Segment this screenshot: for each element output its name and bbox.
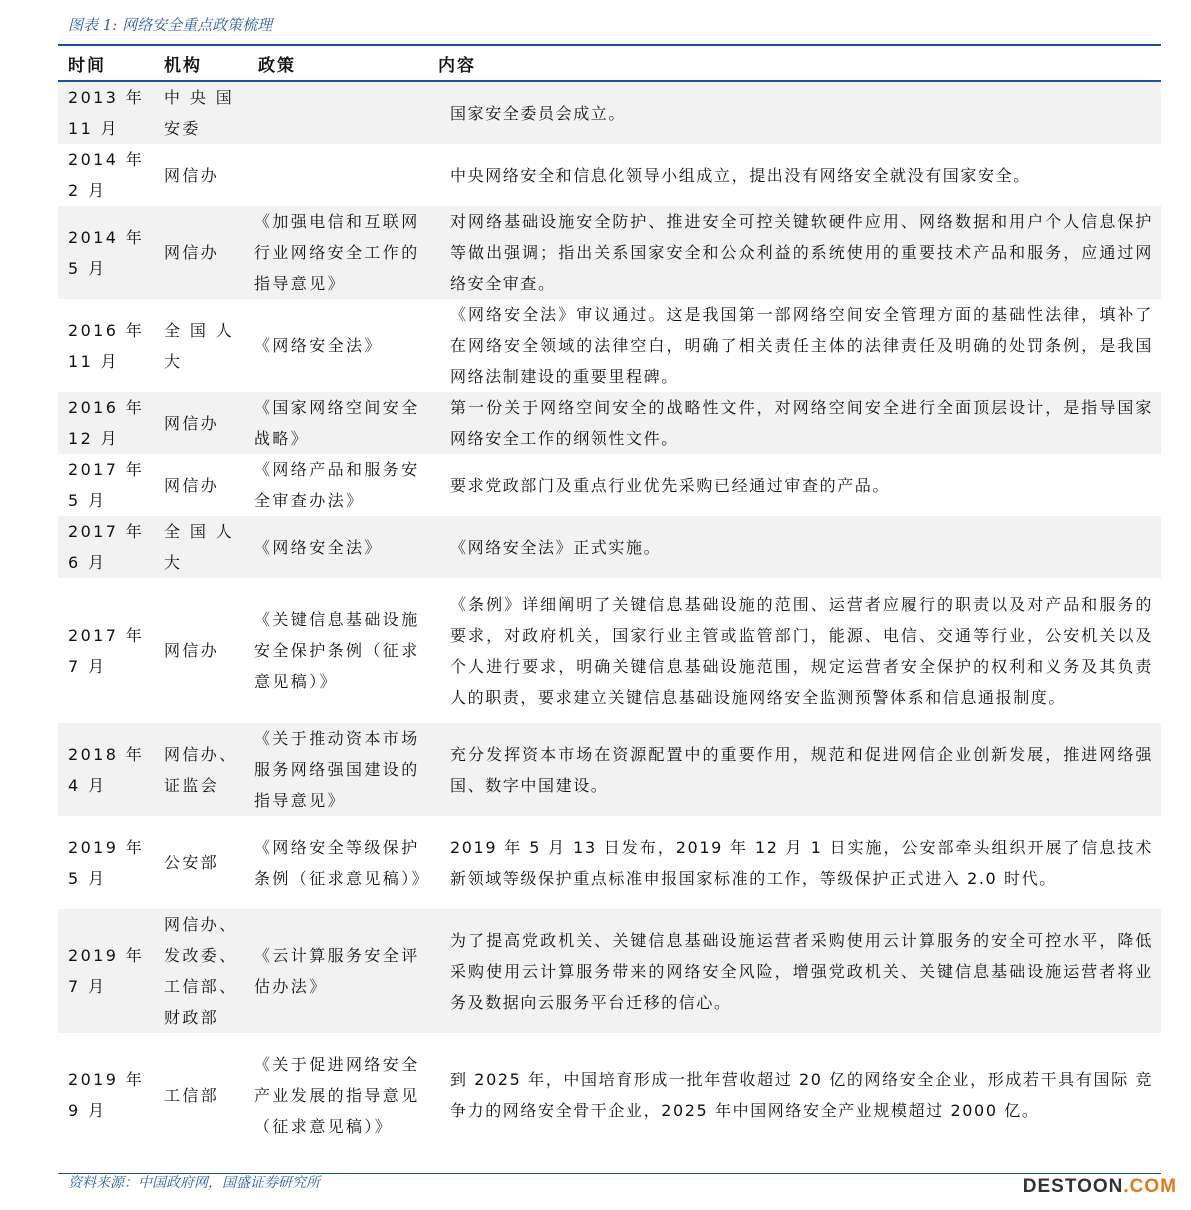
time-line: 4 月 [68, 775, 107, 795]
table-row [58, 206, 1161, 299]
cell-time [58, 81, 154, 144]
cell-time [58, 392, 154, 454]
time-line: 2017 年 [68, 460, 145, 479]
table-row [58, 144, 1161, 206]
time-line: 5 月 [68, 258, 107, 278]
time-line: 2016 年 [68, 320, 145, 340]
time-line: 6 月 [68, 553, 107, 572]
time-line: 2018 年 [68, 744, 145, 764]
cell-time [58, 454, 154, 516]
cell-time [58, 206, 154, 299]
cell-policy [248, 81, 428, 144]
cell-content: 《网络安全法》审议通过。这是我国第一部网络空间安全管理方面的基础性法律，填补了在网络安全领域的法律空白，明确了相关责任主体的法律责任及明确的处罚条例，是我国网络法制建设的重要里程碑。 [450, 305, 1153, 386]
cell-content: 到 2025 年，中国培育形成一批年营收超过 20 亿的网络安全企业，形成若干具有国际 竞争力的网络安全骨干企业，2025 年中国网络安全产业规模超过 2000 亿。 [450, 1070, 1153, 1120]
time-line: 2016 年 [68, 398, 145, 417]
cell-time [58, 816, 154, 909]
cell-content: 为了提高党政机关、关键信息基础设施运营者采购使用云计算服务的安全可控水平，降低采购使用云计算服务带来的网络安全风险，增强党政机关、关键信息基础设施运营者将业务及数据向云服务平台迁移的信心。 [428, 909, 1161, 1033]
cell-time [58, 723, 154, 816]
cell-org: 网信办 [164, 165, 220, 185]
cell-time [58, 144, 154, 206]
header-content: 内容 [428, 46, 1161, 81]
cell-policy: 《网络安全法》 [248, 516, 428, 578]
cell-policy: 《国家网络空间安全战略》 [248, 392, 428, 454]
time-line: 12 月 [68, 429, 120, 448]
time-line: 2013 年 [68, 88, 145, 107]
time-line: 2019 年 [68, 946, 145, 965]
time-line: 5 月 [68, 491, 107, 510]
table-row [58, 578, 1161, 723]
cell-policy: 《关键信息基础设施安全保护条例（征求意见稿）》 [254, 610, 420, 691]
cell-policy: 《关于推动资本市场服务网络强国建设的指导意见》 [248, 723, 428, 816]
time-line: 2019 年 [68, 837, 145, 857]
cell-org: 网信办 [164, 475, 220, 495]
cell-policy [248, 144, 428, 206]
table-header-row [58, 46, 1161, 81]
cell-org: 中 央 国 安委 [154, 81, 248, 144]
time-line: 2017 年 [68, 522, 145, 541]
site-watermark [1023, 1176, 1177, 1198]
watermark-suffix: .COM [1123, 1176, 1177, 1197]
time-line: 2014 年 [68, 227, 145, 247]
cell-policy: 《云计算服务安全评估办法》 [248, 909, 428, 1033]
table-row [58, 1033, 1161, 1157]
cell-content: 2019 年 5 月 13 日发布，2019 年 12 月 1 日实施，公安部牵头组织开展了信息技术新领域等级保护重点标准申报国家标准的工作，等级保护正式进入 2.0 时代。 [450, 837, 1153, 888]
header-time: 时间 [58, 46, 154, 81]
cell-content: 要求党政部门及重点行业优先采购已经通过审查的产品。 [450, 475, 891, 495]
cell-org: 网信办 [154, 206, 248, 299]
cell-time [58, 578, 154, 723]
time-line: 7 月 [68, 977, 107, 996]
header-policy: 政策 [248, 46, 428, 81]
figure-caption: 图表 1: 网络安全重点政策梳理 [68, 16, 273, 34]
cell-org: 网信办、证监会 [154, 723, 248, 816]
cell-org: 工信部 [164, 1085, 220, 1105]
table-row [58, 81, 1161, 144]
table-row [58, 909, 1161, 1033]
cell-time [58, 1033, 154, 1157]
time-line: 7 月 [68, 656, 107, 676]
cell-policy: 《关于促进网络安全产业发展的指导意见（征求意见稿）》 [254, 1054, 420, 1136]
cell-content: 《网络安全法》正式实施。 [428, 516, 1161, 578]
time-line: 11 月 [68, 119, 120, 138]
cell-org: 网信办、发改委、工信部、财政部 [154, 909, 248, 1033]
cell-content: 第一份关于网络空间安全的战略性文件，对网络空间安全进行全面顶层设计，是指导国家网络安全工作的纲领性文件。 [428, 392, 1161, 454]
cell-org: 全 国 人 大 [154, 516, 248, 578]
time-line: 2019 年 [68, 1070, 145, 1089]
table-row [58, 454, 1161, 516]
table-row [58, 723, 1161, 816]
cell-policy: 《网络产品和服务安全审查办法》 [254, 460, 420, 510]
cell-org: 网信办 [164, 641, 220, 660]
time-line: 2017 年 [68, 625, 145, 645]
policy-table [58, 46, 1161, 1157]
time-line: 9 月 [68, 1101, 107, 1120]
cell-content: 国家安全委员会成立。 [428, 81, 1161, 144]
cell-content: 充分发挥资本市场在资源配置中的重要作用，规范和促进网信企业创新发展，推进网络强国、数字中国建设。 [428, 723, 1161, 816]
cell-org: 网信办 [154, 392, 248, 454]
cell-policy: 《网络安全等级保护条例（征求意见稿）》 [254, 837, 431, 888]
time-line: 5 月 [68, 868, 107, 888]
cell-time [58, 909, 154, 1033]
cell-org: 公安部 [164, 853, 220, 872]
table-row [58, 392, 1161, 454]
cell-policy: 《网络安全法》 [254, 336, 383, 355]
time-line: 2 月 [68, 181, 107, 200]
table-row [58, 516, 1161, 578]
table-row [58, 299, 1161, 392]
cell-time [58, 299, 154, 392]
cell-content: 《条例》详细阐明了关键信息基础设施的范围、运营者应履行的职责以及对产品和服务的要求，对政府机关，国家行业主管或监管部门，能源、电信、交通等行业，公安机关以及个人进行要求，明确关键信息基础设施范围，规定运营者安全保护的权利和义务及其负责人的职责，要求建立关键信息基础设施网络安全监测预警体系和信息通报制度。 [450, 594, 1153, 707]
time-line: 11 月 [68, 351, 120, 371]
cell-content: 对网络基础设施安全防护、推进安全可控关键软硬件应用、网络数据和用户个人信息保护等做出强调；指出关系国家安全和公众利益的系统使用的重要技术产品和服务，应通过网络安全审查。 [428, 206, 1161, 299]
cell-time [58, 516, 154, 578]
watermark-main: DESTOON [1022, 1176, 1124, 1197]
cell-org: 全 国 人 大 [164, 320, 235, 371]
header-org: 机构 [154, 46, 248, 81]
time-line: 2014 年 [68, 150, 145, 169]
cell-content: 中央网络安全和信息化领导小组成立，提出没有网络安全就没有国家安全。 [450, 165, 1031, 185]
source-note: 资料来源：中国政府网，国盛证券研究所 [68, 1175, 320, 1191]
table-row [58, 816, 1161, 909]
cell-policy: 《加强电信和互联网行业网络安全工作的指导意见》 [248, 206, 428, 299]
